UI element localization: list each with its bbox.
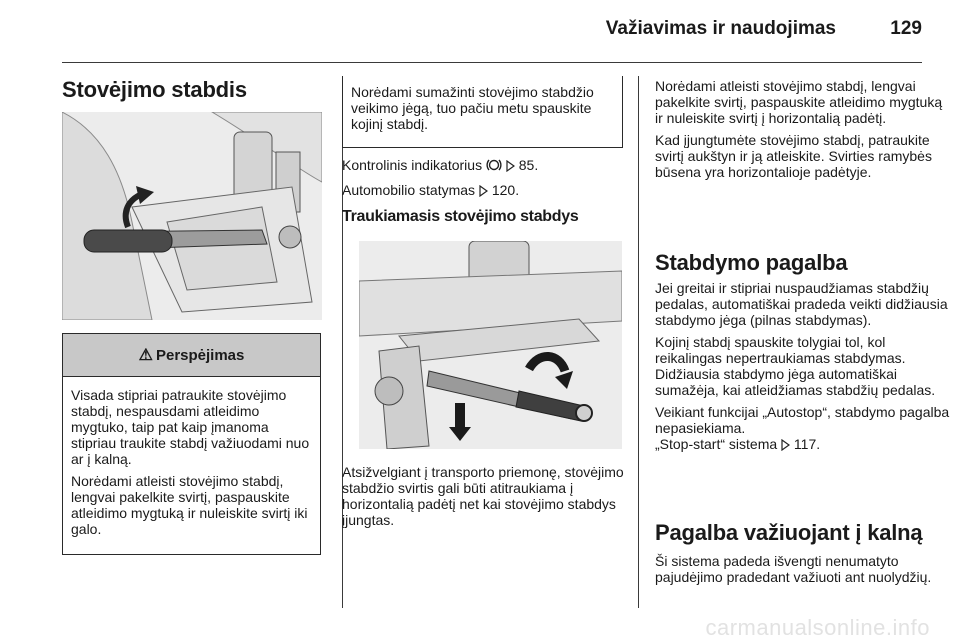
watermark: carmanualsonline.info xyxy=(705,615,930,640)
apply-paragraph: Kad įjungtumėte stovėjimo stabdį, patraukite svirtį aukštyn ir ją atleiskite. Svirties ramybės būsena yra horizontalioje padėtyje. xyxy=(655,132,932,180)
brake-assist-paragraph: Veikiant funkcijai „Autostop“, stabdymo pagalba nepasiekiama. xyxy=(655,404,950,436)
retractable-paragraph: Atsižvelgiant į transporto priemonę, stovėjimo stabdžio svirtis gali būti atitraukiama į horizontalią padėtį net kai stovėjimo stabdys įjungtas. xyxy=(342,464,624,528)
parking-text: Automobilio statymas xyxy=(342,182,476,198)
section-heading-parking-brake: Stovėjimo stabdis xyxy=(62,77,247,102)
column-rule xyxy=(638,76,639,608)
warning-body xyxy=(63,377,320,537)
page-header xyxy=(62,0,922,63)
brake-assist-text xyxy=(655,280,952,460)
warning-paragraph: Norėdami atleisti stovėjimo stabdį, lengvai pakelkite svirtį, paspauskite atleidimo mygtuką ir nuleiskite svirtį iki galo. xyxy=(71,473,308,537)
hill-start-paragraph: Ši sistema padeda išvengti nenumatyto pajudėjimo pradedant važiuoti ant nuolydžių. xyxy=(655,553,932,585)
brake-indicator-icon xyxy=(486,158,502,175)
warning-box xyxy=(62,333,321,555)
note-box: Norėdami sumažinti stovėjimo stabdžio veikimo jėgą, tuo pačiu metu spauskite kojinį stabdį. xyxy=(342,76,623,148)
column3-intro xyxy=(655,78,952,186)
release-paragraph: Norėdami atleisti stovėjimo stabdį, lengvai pakelkite svirtį, paspauskite atleidimo mygtuką ir nuleiskite svirtį į horizontalią padėtį. xyxy=(655,78,943,126)
section-heading-brake-assist: Stabdymo pagalba xyxy=(655,250,848,275)
brake-assist-paragraph: Jei greitai ir stipriai nuspaudžiamas stabdžių pedalas, automatiškai pradeda veikti didžiausia stabdymo jėga (pilnas stabdymas). xyxy=(655,280,948,328)
stopstart-text: „Stop-start“ sistema xyxy=(655,436,778,452)
parking-page-ref[interactable]: 120. xyxy=(491,182,520,198)
stopstart-reference xyxy=(655,436,952,454)
indicator-reference xyxy=(342,157,627,175)
reference-arrow-icon xyxy=(506,159,515,175)
running-title: Važiavimas ir naudojimas xyxy=(605,18,836,39)
handbrake-illustration xyxy=(62,112,322,320)
retractable-handbrake-illustration xyxy=(359,241,622,449)
warning-paragraph: Visada stipriai patraukite stovėjimo stabdį, nespausdami atleidimo mygtuko, taip pat kaip įmanoma stipriau traukite stabdį važiuodami nuo ar į kalną. xyxy=(71,387,310,467)
reference-arrow-icon xyxy=(479,184,488,200)
warning-header xyxy=(63,333,320,377)
indicator-text: Kontrolinis indikatorius xyxy=(342,157,483,173)
section-heading-retractable-brake: Traukiamasis stovėjimo stabdys xyxy=(342,208,579,225)
parking-reference xyxy=(342,182,627,200)
page-number: 129 xyxy=(890,18,922,39)
warning-triangle-icon: ⚠ xyxy=(138,347,153,364)
section-heading-hill-start: Pagalba važiuojant į kalną xyxy=(655,520,923,545)
brake-assist-paragraph: Kojinį stabdį spauskite tolygiai tol, kol reikalingas nepertraukiamas stabdymas. Didžiausia stabdymo jėga automatiškai sumažėja, kai atleidžiamas stabdžių pedalas. xyxy=(655,334,936,398)
stopstart-page-ref[interactable]: 117. xyxy=(793,436,821,452)
column-rule xyxy=(342,76,343,608)
warning-title: Perspėjimas xyxy=(155,346,245,364)
indicator-page-ref[interactable]: 85. xyxy=(518,157,539,173)
reference-arrow-icon xyxy=(781,438,790,454)
